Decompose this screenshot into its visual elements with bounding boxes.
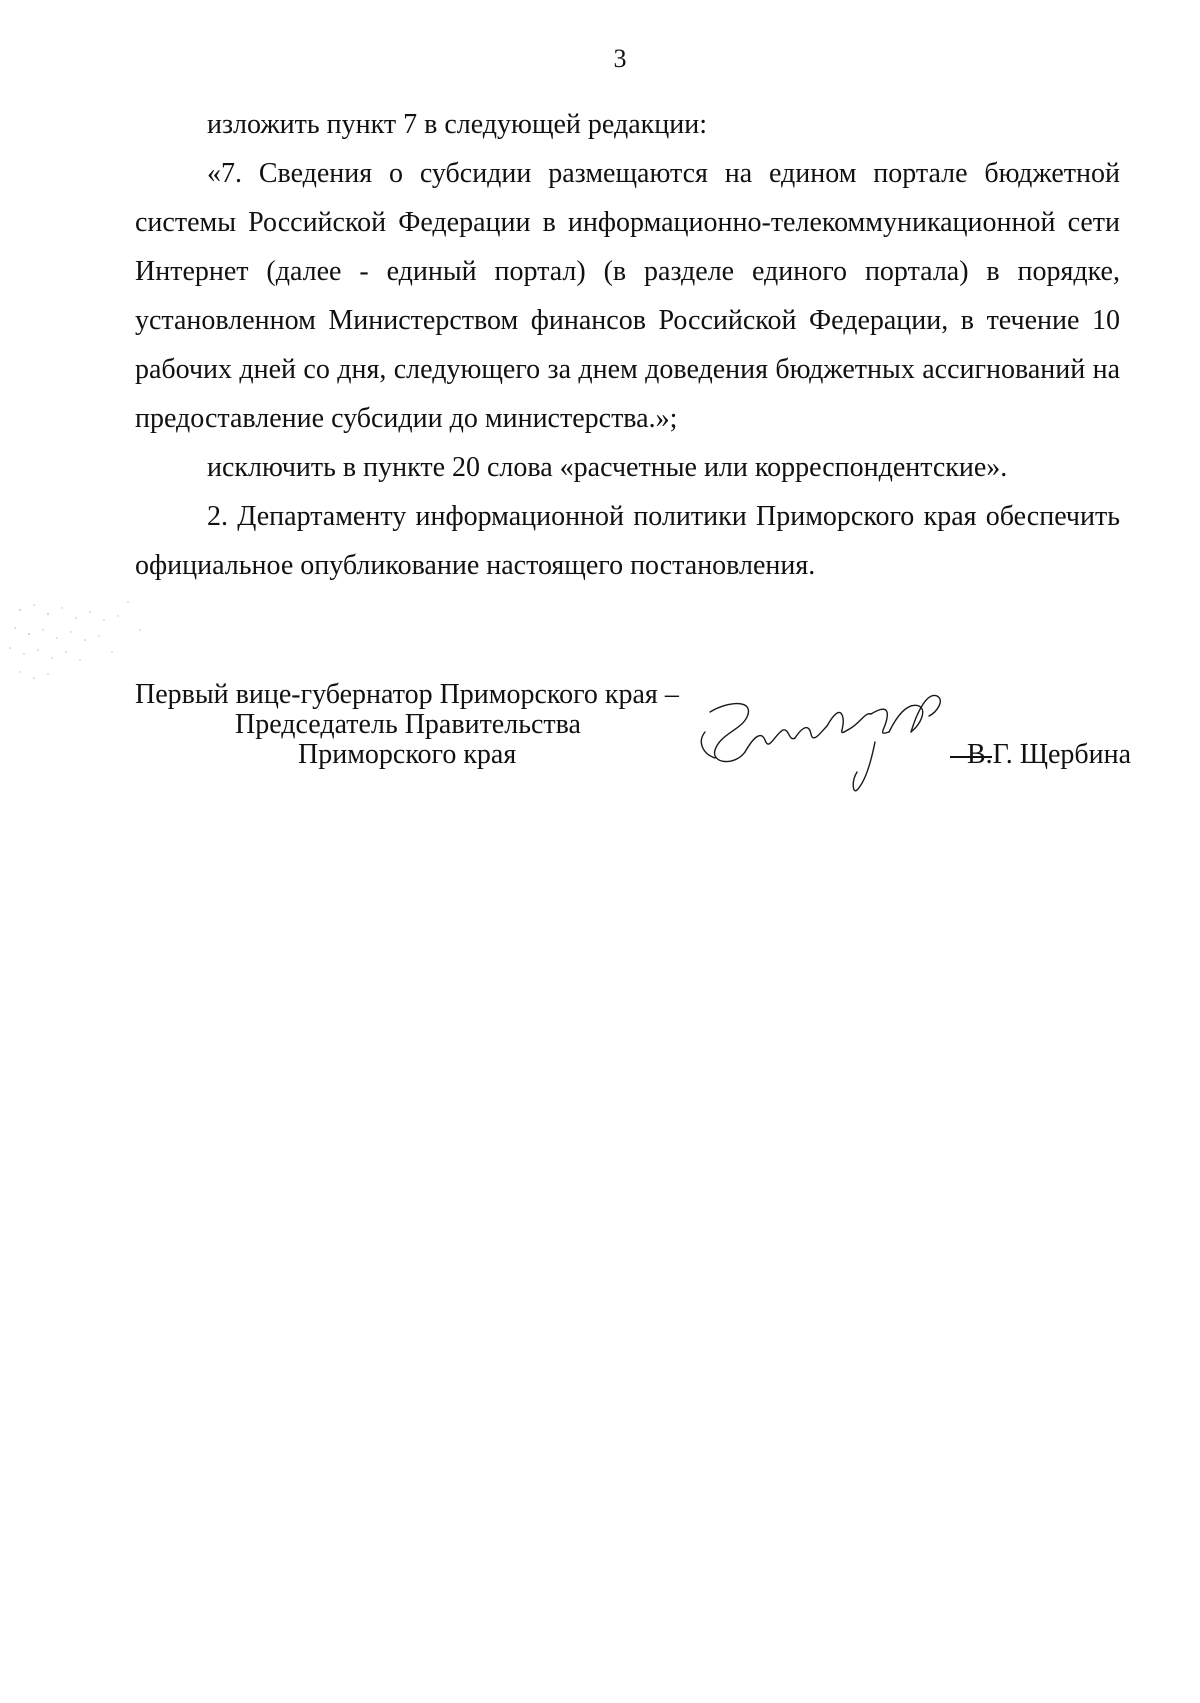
signatory-position-line-3: Приморского края	[298, 739, 517, 770]
signature-block	[135, 679, 1132, 810]
paragraph-exclude-item-20: исключить в пункте 20 слова «расчетные или корреспондентские».	[207, 452, 1008, 483]
signatory-position-line-2: Председатель Правительства	[235, 709, 581, 740]
signatory-position-line-1: Первый вице-губернатор Приморского края –	[135, 679, 679, 710]
paragraph-amend-item-7: изложить пункт 7 в следующей редакции:	[207, 109, 707, 140]
scan-noise	[0, 590, 150, 710]
document-body	[135, 100, 1120, 590]
paragraph-item-7-text: «7. Сведения о субсидии размещаются на едином портале бюджетной системы Российской Федерации в информационно-телекоммуникационной сети Интернет (далее - единый портал) (в разделе единого портала) в порядке, установленном Министерством финансов Российской Федерации, в течение 10 рабочих дней со дня, следующего за днем доведения бюджетных ассигнований на предоставление субсидии до министерства.»;	[135, 158, 1120, 434]
paragraph-publication: 2. Департаменту информационной политики Приморского края обеспечить официальное опубликование настоящего постановления.	[135, 501, 1120, 581]
page-number: 3	[613, 44, 627, 73]
signatory-name: В.Г. Щербина	[967, 739, 1132, 770]
handwritten-signature	[675, 672, 975, 812]
